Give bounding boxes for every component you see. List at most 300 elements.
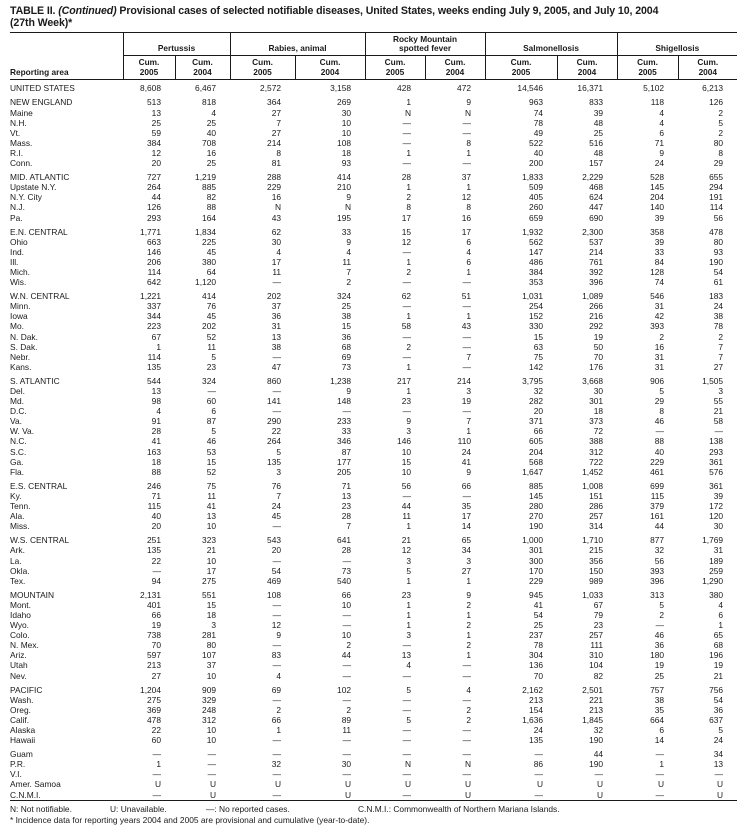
data-cell: 16,371 bbox=[577, 83, 604, 94]
row-label: W.N. CENTRAL bbox=[10, 291, 70, 302]
data-cell: — bbox=[272, 609, 282, 620]
data-cell: 66 bbox=[461, 480, 472, 491]
row-label: Mass. bbox=[10, 137, 33, 148]
data-cell: 46 bbox=[654, 630, 665, 641]
table-title-line1 bbox=[10, 6, 732, 18]
data-cell: — bbox=[462, 670, 472, 681]
data-cell: 568 bbox=[529, 456, 544, 467]
data-cell: 67 bbox=[151, 331, 161, 342]
data-cell: — bbox=[342, 769, 352, 780]
data-cell: 1,089 bbox=[582, 291, 604, 302]
data-cell: 1 bbox=[406, 182, 412, 193]
data-cell: 2 bbox=[346, 640, 352, 651]
data-cell: — bbox=[272, 277, 282, 288]
data-cell: 28 bbox=[341, 511, 352, 522]
data-cell: — bbox=[272, 521, 282, 532]
data-cell: 1,204 bbox=[140, 684, 161, 695]
data-cell: 20 bbox=[151, 158, 161, 169]
data-cell: — bbox=[402, 749, 412, 760]
data-cell: 246 bbox=[147, 480, 161, 491]
data-cell: 18 bbox=[593, 406, 604, 417]
data-cell: 180 bbox=[650, 650, 665, 661]
data-cell: 5 bbox=[718, 117, 724, 128]
data-cell: N bbox=[464, 107, 472, 118]
data-cell: 9 bbox=[406, 416, 412, 427]
table-row bbox=[10, 362, 737, 372]
data-cell: 405 bbox=[529, 192, 544, 203]
data-cell: 98 bbox=[151, 396, 161, 407]
table-row bbox=[10, 501, 737, 511]
data-cell: 25 bbox=[341, 301, 352, 312]
data-cell: 37 bbox=[271, 301, 282, 312]
data-cell: — bbox=[272, 351, 282, 362]
legend-no-reported-cases: —: No reported cases. bbox=[206, 803, 290, 814]
table-row bbox=[10, 576, 737, 586]
data-cell: 87 bbox=[206, 416, 217, 427]
row-label: Va. bbox=[10, 416, 22, 427]
data-cell: 877 bbox=[650, 535, 665, 546]
data-cell: 260 bbox=[529, 202, 544, 213]
data-cell: 38 bbox=[713, 311, 724, 322]
data-cell: 75 bbox=[206, 480, 217, 491]
data-cell: 2,572 bbox=[260, 83, 282, 94]
data-cell: 860 bbox=[267, 375, 282, 386]
data-cell: 544 bbox=[147, 375, 161, 386]
row-label: W. Va. bbox=[10, 426, 35, 437]
data-cell: 30 bbox=[341, 107, 352, 118]
data-cell: 40 bbox=[206, 127, 217, 138]
row-label: Okla. bbox=[10, 565, 30, 576]
data-cell: 48 bbox=[593, 117, 604, 128]
data-cell: 40 bbox=[151, 511, 161, 522]
data-cell: 21 bbox=[713, 406, 724, 417]
data-cell: 371 bbox=[529, 416, 544, 427]
data-cell: 1,845 bbox=[582, 714, 604, 725]
data-cell: 33 bbox=[654, 246, 665, 257]
data-cell: 8 bbox=[466, 202, 472, 213]
table-header bbox=[10, 33, 737, 80]
data-cell: 19 bbox=[461, 396, 472, 407]
data-cell: 66 bbox=[341, 589, 352, 600]
table-row bbox=[10, 535, 737, 545]
group-header-shigellosis bbox=[617, 33, 737, 56]
data-cell: 135 bbox=[267, 456, 282, 467]
data-cell: 257 bbox=[589, 630, 604, 641]
data-cell: 73 bbox=[341, 565, 352, 576]
data-cell: 2 bbox=[466, 714, 472, 725]
data-cell: 1,834 bbox=[195, 226, 217, 237]
data-cell: 10 bbox=[206, 521, 217, 532]
data-cell: 3,158 bbox=[330, 83, 352, 94]
data-cell: 282 bbox=[529, 396, 544, 407]
data-cell: 170 bbox=[529, 565, 544, 576]
data-cell: 1 bbox=[718, 620, 724, 631]
data-cell: 44 bbox=[151, 192, 161, 203]
data-cell: 31 bbox=[654, 301, 665, 312]
data-cell: 41 bbox=[206, 501, 217, 512]
data-cell: 1 bbox=[156, 341, 161, 352]
row-label: Minn. bbox=[10, 301, 31, 312]
data-cell: 17 bbox=[271, 256, 282, 267]
data-cell: — bbox=[594, 769, 604, 780]
data-cell: — bbox=[462, 490, 472, 501]
data-cell: 13 bbox=[206, 511, 217, 522]
row-label: R.I. bbox=[10, 147, 24, 158]
data-cell: 1,505 bbox=[702, 375, 724, 386]
data-cell: U bbox=[209, 789, 217, 800]
data-cell: 23 bbox=[401, 396, 412, 407]
data-cell: U bbox=[464, 789, 472, 800]
row-label: N.H. bbox=[10, 117, 27, 128]
data-cell: 9 bbox=[346, 386, 352, 396]
data-cell: 388 bbox=[589, 436, 604, 447]
data-cell: 20 bbox=[271, 545, 282, 556]
data-cell: 146 bbox=[397, 436, 412, 447]
data-cell: 60 bbox=[151, 735, 161, 746]
row-label: S.C. bbox=[10, 446, 27, 457]
data-cell: 1,120 bbox=[195, 277, 217, 288]
data-cell: 3 bbox=[406, 555, 412, 566]
row-label: Wis. bbox=[10, 277, 27, 288]
data-cell: 79 bbox=[593, 609, 604, 620]
data-cell: 39 bbox=[593, 107, 604, 118]
data-cell: 369 bbox=[147, 704, 161, 715]
data-cell: 32 bbox=[654, 545, 665, 556]
data-cell: 150 bbox=[589, 565, 604, 576]
data-cell: 28 bbox=[151, 426, 161, 437]
data-cell: — bbox=[402, 670, 412, 681]
data-cell: — bbox=[342, 694, 352, 705]
data-cell: 39 bbox=[654, 236, 665, 247]
data-cell: 14,546 bbox=[517, 83, 544, 94]
data-cell: 34 bbox=[461, 545, 472, 556]
col-header-rmsf-cum-2005: Cum. 2005 bbox=[365, 56, 425, 80]
data-cell: 2 bbox=[718, 331, 724, 342]
data-cell: 1,031 bbox=[522, 291, 544, 302]
data-cell: 469 bbox=[267, 575, 282, 586]
row-label: Ind. bbox=[10, 246, 24, 257]
data-cell: 304 bbox=[529, 650, 544, 661]
row-label: Colo. bbox=[10, 630, 30, 641]
data-cell: 513 bbox=[147, 97, 161, 108]
data-cell: 78 bbox=[533, 640, 544, 651]
data-cell: 5 bbox=[406, 714, 412, 725]
row-label: Alaska bbox=[10, 725, 36, 735]
table-row bbox=[10, 213, 737, 223]
row-label: Pa. bbox=[10, 212, 23, 223]
table-row bbox=[10, 128, 737, 138]
table-row bbox=[10, 600, 737, 610]
col-header-rabies-cum-2004: Cum. 2004 bbox=[295, 56, 365, 80]
data-cell: 2 bbox=[406, 192, 412, 203]
data-cell: 15 bbox=[401, 456, 412, 467]
table-row bbox=[10, 779, 737, 789]
data-cell: 135 bbox=[147, 545, 161, 556]
data-cell: 10 bbox=[341, 599, 352, 610]
data-cell: 7 bbox=[466, 416, 472, 427]
data-cell: 54 bbox=[271, 565, 282, 576]
data-cell: 177 bbox=[337, 456, 352, 467]
data-cell: 80 bbox=[713, 236, 724, 247]
data-cell: 56 bbox=[713, 212, 724, 223]
data-cell: 259 bbox=[709, 565, 724, 576]
data-cell: 330 bbox=[529, 321, 544, 332]
data-cell: 6 bbox=[659, 127, 665, 138]
data-cell: 12 bbox=[271, 620, 282, 631]
table-row bbox=[10, 247, 737, 257]
data-cell: 270 bbox=[529, 511, 544, 522]
data-cell: 202 bbox=[267, 291, 282, 302]
data-cell: 44 bbox=[654, 521, 665, 532]
data-cell: 54 bbox=[713, 266, 724, 277]
table-title-text: Provisional cases of selected notifiable diseases, United States, weeks ending July 9, 2005, and July 10, 2004 bbox=[119, 5, 659, 17]
data-cell: 5 bbox=[211, 351, 217, 362]
data-cell: 1,219 bbox=[195, 172, 217, 183]
group-label: Pertussis bbox=[157, 43, 196, 54]
data-cell: 13 bbox=[713, 759, 724, 770]
row-label: Mo. bbox=[10, 321, 24, 332]
table-row bbox=[10, 172, 737, 182]
data-cell: 70 bbox=[151, 640, 161, 651]
data-cell: 288 bbox=[267, 172, 282, 183]
table-row bbox=[10, 148, 737, 158]
row-label: Oreg. bbox=[10, 704, 31, 715]
data-cell: 478 bbox=[147, 714, 161, 725]
table-row bbox=[10, 566, 737, 576]
data-cell: 23 bbox=[401, 589, 412, 600]
data-cell: 80 bbox=[713, 137, 724, 148]
data-cell: 78 bbox=[713, 321, 724, 332]
row-label: Nebr. bbox=[10, 351, 31, 362]
data-cell: 135 bbox=[529, 735, 544, 746]
data-cell: — bbox=[342, 555, 352, 566]
table-row bbox=[10, 630, 737, 640]
data-cell: 1 bbox=[659, 759, 665, 770]
table-row bbox=[10, 491, 737, 501]
data-cell: 108 bbox=[337, 137, 352, 148]
col-header-salmonellosis-cum-2005: Cum. 2005 bbox=[485, 56, 557, 80]
data-cell: 28 bbox=[341, 545, 352, 556]
data-cell: 39 bbox=[713, 490, 724, 501]
data-cell: 22 bbox=[271, 426, 282, 437]
data-cell: 24 bbox=[654, 158, 665, 169]
table-row bbox=[10, 396, 737, 406]
data-cell: 93 bbox=[713, 246, 724, 257]
data-cell: 1 bbox=[466, 575, 472, 586]
data-cell: 71 bbox=[341, 480, 352, 491]
legend-unavailable: U: Unavailable. bbox=[110, 803, 167, 814]
data-cell: 1 bbox=[466, 609, 472, 620]
data-cell: 37 bbox=[461, 172, 472, 183]
data-cell: 543 bbox=[267, 535, 282, 546]
data-cell: 945 bbox=[529, 589, 544, 600]
data-cell: 30 bbox=[593, 386, 604, 396]
data-cell: 11 bbox=[402, 511, 412, 522]
data-cell: 12 bbox=[461, 192, 472, 203]
table-row bbox=[10, 83, 737, 93]
data-cell: 138 bbox=[709, 436, 724, 447]
data-cell: 115 bbox=[147, 501, 161, 512]
data-cell: 58 bbox=[401, 321, 412, 332]
data-cell: 151 bbox=[589, 490, 604, 501]
data-cell: 56 bbox=[654, 555, 665, 566]
data-cell: 16 bbox=[654, 341, 665, 352]
group-header-rocky-mountain-spotted-fever bbox=[365, 33, 485, 56]
data-cell: — bbox=[655, 426, 665, 437]
data-cell: 15 bbox=[401, 226, 412, 237]
data-cell: 11 bbox=[207, 341, 217, 352]
data-cell: 25 bbox=[206, 158, 217, 169]
data-cell: 27 bbox=[271, 107, 282, 118]
data-cell: 205 bbox=[337, 466, 352, 477]
data-cell: 5 bbox=[406, 565, 412, 576]
data-cell: U bbox=[716, 779, 724, 790]
data-cell: 251 bbox=[147, 535, 161, 546]
data-cell: 7 bbox=[276, 490, 282, 501]
data-cell: 27 bbox=[151, 670, 161, 681]
table-row bbox=[10, 321, 737, 331]
table-row bbox=[10, 182, 737, 192]
row-label: NEW ENGLAND bbox=[10, 97, 73, 108]
data-cell: 597 bbox=[147, 650, 161, 661]
data-cell: 126 bbox=[709, 97, 724, 108]
data-cell: 478 bbox=[709, 226, 724, 237]
data-cell: 356 bbox=[589, 555, 604, 566]
table-row bbox=[10, 416, 737, 426]
row-label: Kans. bbox=[10, 361, 32, 372]
table-row bbox=[10, 511, 737, 521]
data-cell: 152 bbox=[529, 311, 544, 322]
data-cell: 114 bbox=[147, 266, 161, 277]
row-label: Wyo. bbox=[10, 620, 30, 631]
data-cell: 45 bbox=[206, 246, 217, 257]
data-cell: U bbox=[716, 789, 724, 800]
data-cell: 73 bbox=[341, 361, 352, 372]
row-label: Ala. bbox=[10, 511, 25, 522]
col-header-shigellosis-cum-2004: Cum. 2004 bbox=[678, 56, 737, 80]
col-header-salmonellosis-cum-2004: Cum. 2004 bbox=[557, 56, 617, 80]
data-cell: 36 bbox=[654, 640, 665, 651]
data-cell: 157 bbox=[589, 158, 604, 169]
data-cell: — bbox=[272, 789, 282, 800]
row-label: N. Dak. bbox=[10, 331, 38, 342]
data-cell: 200 bbox=[529, 158, 544, 169]
data-cell: 280 bbox=[529, 501, 544, 512]
table-row bbox=[10, 267, 737, 277]
data-cell: 1 bbox=[466, 147, 472, 158]
data-cell: 75 bbox=[533, 351, 544, 362]
data-cell: 108 bbox=[267, 589, 282, 600]
data-cell: 312 bbox=[202, 714, 217, 725]
data-cell: N bbox=[274, 202, 282, 213]
data-cell: 1 bbox=[406, 311, 412, 322]
data-cell: 13 bbox=[271, 331, 282, 342]
data-cell: 71 bbox=[654, 137, 665, 148]
data-cell: 761 bbox=[589, 256, 604, 267]
table-row bbox=[10, 556, 737, 566]
data-cell: 88 bbox=[151, 466, 161, 477]
data-cell: 642 bbox=[147, 277, 161, 288]
table-row bbox=[10, 620, 737, 630]
data-cell: 107 bbox=[202, 650, 217, 661]
data-cell: 562 bbox=[529, 236, 544, 247]
table-row bbox=[10, 227, 737, 237]
data-cell: — bbox=[462, 769, 472, 780]
data-cell: 472 bbox=[457, 83, 472, 94]
data-cell: 3 bbox=[718, 386, 724, 396]
data-cell: 214 bbox=[457, 375, 472, 386]
data-cell: 146 bbox=[147, 246, 161, 257]
data-cell: 16 bbox=[271, 192, 282, 203]
data-cell: 161 bbox=[650, 511, 665, 522]
data-cell: 337 bbox=[147, 301, 161, 312]
row-label: S. Dak. bbox=[10, 341, 38, 352]
data-cell: 104 bbox=[589, 660, 604, 671]
data-cell: 17 bbox=[401, 212, 412, 223]
data-cell: — bbox=[342, 749, 352, 760]
row-label: Ill. bbox=[10, 256, 19, 267]
group-header-pertussis bbox=[123, 33, 230, 56]
row-label: N.C. bbox=[10, 436, 27, 447]
col-header-rabies-cum-2005: Cum. 2005 bbox=[230, 56, 295, 80]
data-cell: 62 bbox=[271, 226, 282, 237]
data-cell: 1,221 bbox=[140, 291, 161, 302]
data-cell: — bbox=[152, 789, 161, 800]
data-cell: 120 bbox=[709, 511, 724, 522]
data-cell: 655 bbox=[709, 172, 724, 183]
table-row bbox=[10, 311, 737, 321]
data-cell: 8 bbox=[276, 147, 282, 158]
data-cell: 7 bbox=[718, 341, 724, 352]
data-cell: 225 bbox=[202, 236, 217, 247]
row-label: S. ATLANTIC bbox=[10, 375, 60, 386]
data-cell: 10 bbox=[341, 117, 352, 128]
data-cell: 196 bbox=[709, 650, 724, 661]
data-cell: 183 bbox=[709, 291, 724, 302]
data-cell: 82 bbox=[593, 670, 604, 681]
data-cell: 292 bbox=[589, 321, 604, 332]
data-cell: 19 bbox=[713, 660, 724, 671]
data-cell: 1,647 bbox=[522, 466, 544, 477]
table-row bbox=[10, 457, 737, 467]
row-label: Tenn. bbox=[10, 501, 31, 512]
data-cell: 1 bbox=[406, 575, 412, 586]
data-cell: 392 bbox=[589, 266, 604, 277]
data-cell: — bbox=[402, 301, 412, 312]
legend-row bbox=[10, 804, 738, 814]
data-cell: 699 bbox=[650, 480, 665, 491]
data-cell: 6 bbox=[659, 725, 665, 735]
data-cell: 1,771 bbox=[140, 226, 161, 237]
table-row bbox=[10, 376, 737, 386]
data-cell: 373 bbox=[589, 416, 604, 427]
data-cell: 9 bbox=[276, 630, 282, 641]
data-cell: — bbox=[207, 759, 217, 770]
data-cell: 727 bbox=[147, 172, 161, 183]
data-cell: 102 bbox=[337, 684, 352, 695]
data-cell: 10 bbox=[206, 555, 217, 566]
data-cell: 3 bbox=[466, 386, 472, 396]
row-label: Hawaii bbox=[10, 735, 36, 746]
table-row bbox=[10, 735, 737, 745]
data-cell: 72 bbox=[593, 426, 604, 437]
data-cell: 128 bbox=[650, 266, 665, 277]
data-cell: N bbox=[404, 759, 412, 770]
data-cell: 2 bbox=[346, 277, 352, 288]
data-cell: 148 bbox=[337, 396, 352, 407]
table-row bbox=[10, 671, 737, 681]
row-label: Ariz. bbox=[10, 650, 27, 661]
